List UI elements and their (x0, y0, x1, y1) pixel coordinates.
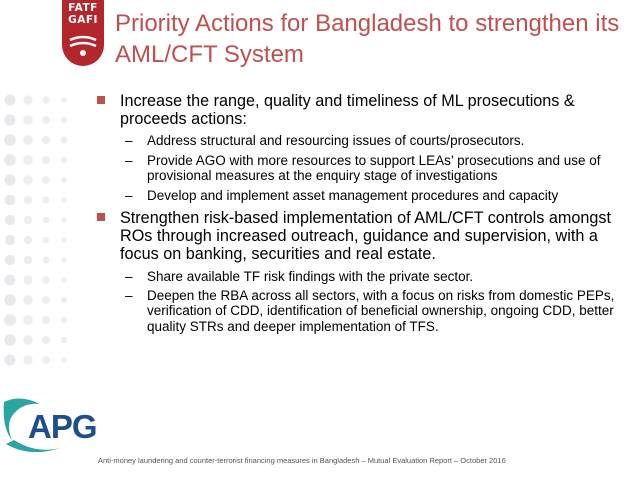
dash-bullet-icon: – (125, 152, 133, 168)
fatf-logo-text: FATF (68, 2, 98, 14)
square-bullet-icon (97, 213, 105, 221)
bullet-item (96, 92, 616, 128)
sub-bullet-item (96, 153, 616, 184)
sub-bullet-text: Provide AGO with more resources to support LEAs’ prosecutions and use of provisional measures at the enquiry stage of investigations (147, 152, 601, 184)
dash-bullet-icon: – (125, 187, 133, 203)
bullet-text: Increase the range, quality and timeliness of ML prosecutions & proceeds actions: (120, 92, 575, 129)
fatf-swoosh-icon (68, 30, 98, 60)
sub-bullet-text: Share available TF risk findings with the private sector. (147, 268, 474, 284)
apg-logo-text: APG (28, 408, 97, 445)
sub-bullet-item (96, 288, 616, 334)
bullet-item (96, 209, 616, 264)
sub-bullet-text: Deepen the RBA across all sectors, with a focus on risks from domestic PEPs, verification of CDD, identification of beneficial ownership, ongoing CDD, better quality STRs and deeper implementation of TFS. (147, 288, 615, 334)
sub-bullet-item (96, 188, 616, 203)
square-bullet-icon (97, 96, 105, 104)
bullet-list (96, 92, 616, 340)
sub-bullet-item (96, 133, 616, 148)
slide-title: Priority Actions for Bangladesh to strengthen its AML/CFT System (115, 10, 620, 68)
dash-bullet-icon: – (125, 268, 133, 284)
sub-bullet-item (96, 269, 616, 284)
fatf-gafi-logo (62, 0, 104, 66)
slide-footer: Anti-money laundering and counter-terrorist financing measures in Bangladesh – Mutual Evaluation Report – October 2016 (98, 456, 506, 465)
bullet-text: Strengthen risk-based implementation of AML/CFT controls amongst ROs through increased outreach, guidance and supervision, with a focus on banking, securities and real estate. (120, 209, 611, 264)
dash-bullet-icon: – (125, 133, 133, 149)
sub-bullet-text: Address structural and resourcing issues of courts/prosecutors. (147, 133, 525, 149)
sub-bullet-text: Develop and implement asset management procedures and capacity (147, 187, 559, 203)
dash-bullet-icon: – (125, 288, 133, 304)
gafi-logo-text: GAFI (68, 14, 98, 26)
